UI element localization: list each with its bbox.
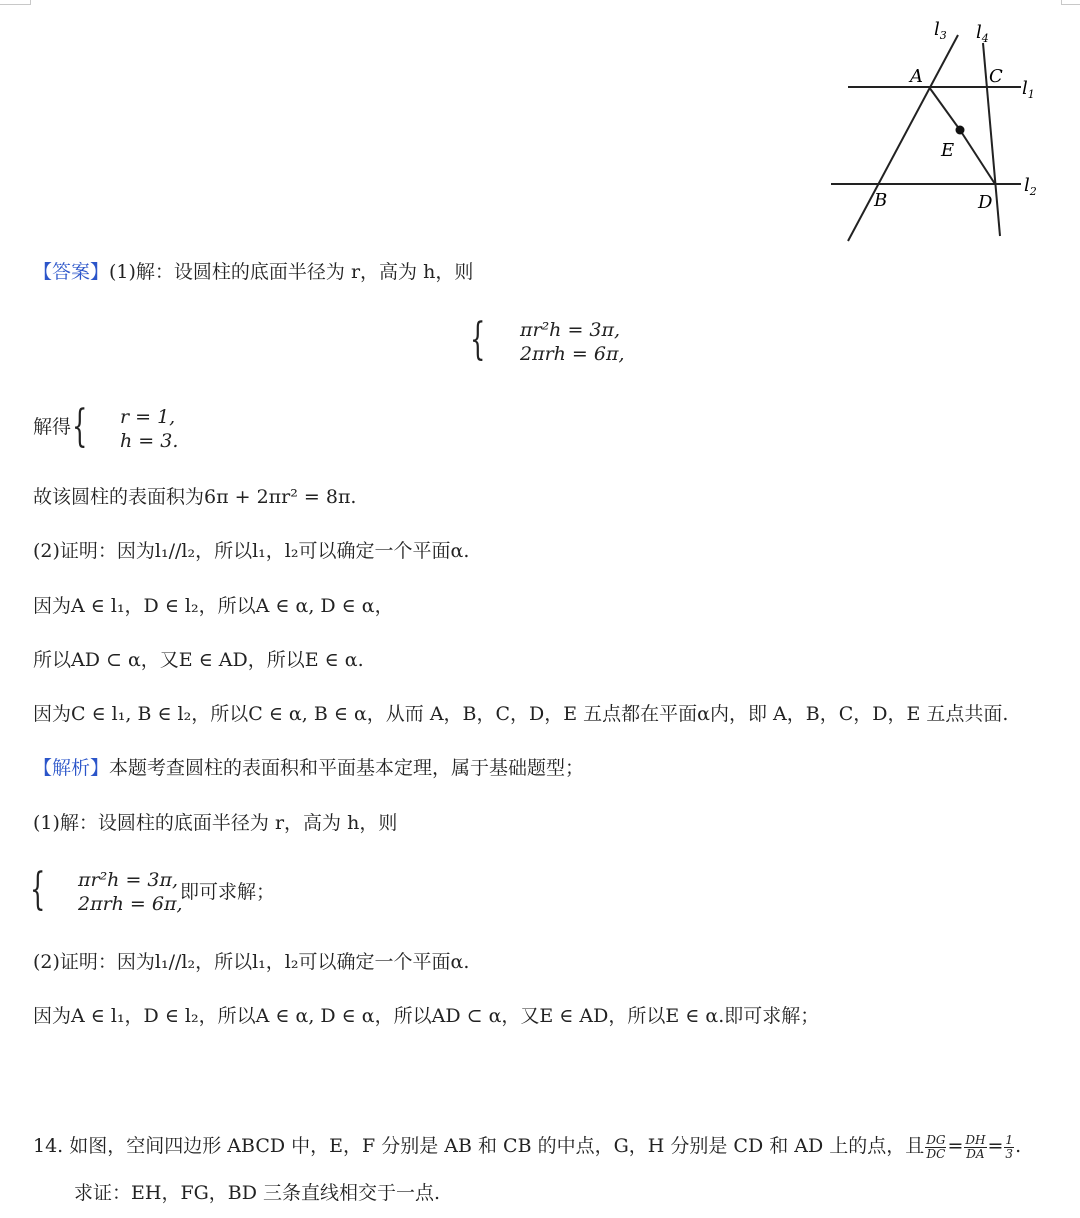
fraction-one-third: $\frac{1}{3}$ [1005,1132,1014,1161]
left-brace: { [30,864,46,915]
solve-label: 解得 [33,416,72,438]
proof-line-4: 因为C ∈ l₁, B ∈ l₂，所以C ∈ α, B ∈ α，从而 A，B，C，D，E 五点都在平面α内，即 A，B，C，D，E 五点共面. [33,703,1009,725]
problem-14: 14. 如图，空间四边形 ABCD 中，E，F 分别是 AB 和 CB 的中点，G，H 分别是 CD 和 AD 上的点，且 $\frac{DG}{DC}$ = $\frac{DH}{DA}$ = $\frac{1}{3}$ . [33,1132,1022,1161]
analysis-intro: 【解析】本题考查圆柱的表面积和平面基本定理，属于基础题型； [33,757,585,779]
equation-row: h = 3. [120,430,179,452]
left-brace: { [72,401,88,452]
page-corner-mark-left [0,0,31,5]
label-B: B [874,190,888,211]
equation-row: r = 1, [120,406,176,428]
label-l2: $l_2$ [1024,175,1037,198]
analysis-part2b: 因为A ∈ l₁，D ∈ l₂，所以A ∈ α, D ∈ α，所以AD ⊂ α，又E ∈ AD，所以E ∈ α.即可求解； [33,1005,820,1027]
label-l4: $l_4$ [976,22,989,45]
analysis-part1: (1)解：设圆柱的底面半径为 r，高为 h，则 [33,812,398,834]
equation-row: πr²h = 3π, [520,319,621,341]
analysis-part2: (2)证明：因为l₁//l₂，所以l₁，l₂可以确定一个平面α. [33,951,470,973]
fraction-dh-da: $\frac{DH}{DA}$ [965,1132,986,1161]
label-A: A [910,66,923,87]
page-corner-mark-right [1061,0,1080,5]
left-brace: { [470,314,486,365]
proof-line-1: (2)证明：因为l₁//l₂，所以l₁，l₂可以确定一个平面α. [33,540,470,562]
problem-number: 14. [33,1135,64,1157]
label-C: C [989,66,1003,87]
answer-tag: 【答案】 [33,261,110,283]
analysis-tag: 【解析】 [33,757,110,779]
label-l1: $l_1$ [1022,78,1035,101]
equation-row: 2πrh = 6π, [78,893,183,915]
proof-line-3: 所以AD ⊂ α，又E ∈ AD，所以E ∈ α. [33,649,364,671]
label-D: D [978,192,993,213]
point-E [956,126,965,135]
problem-text: 如图，空间四边形 ABCD 中，E，F 分别是 AB 和 CB 的中点，G，H 分别是 CD 和 AD 上的点，且 [69,1135,925,1157]
segment-ED [960,130,995,184]
geometry-figure [828,16,1050,244]
analysis-system-suffix: 即可求解； [180,881,276,903]
equation-row: 2πrh = 6π, [520,343,625,365]
segment-AE [929,87,960,130]
equation-row: πr²h = 3π, [78,869,179,891]
answer-intro: 【答案】(1)解：设圆柱的底面半径为 r，高为 h，则 [33,261,474,283]
proof-line-2: 因为A ∈ l₁，D ∈ l₂，所以A ∈ α, D ∈ α， [33,595,394,617]
surface-area-line: 故该圆柱的表面积为6π + 2πr² = 8π. [33,486,357,508]
label-E: E [941,140,955,161]
fraction-dg-dc: $\frac{DG}{DC}$ [926,1132,946,1161]
problem-14-prove: 求证：EH，FG，BD 三条直线相交于一点. [74,1182,441,1204]
label-l3: $l_3$ [934,19,947,42]
line-l3 [848,35,958,241]
